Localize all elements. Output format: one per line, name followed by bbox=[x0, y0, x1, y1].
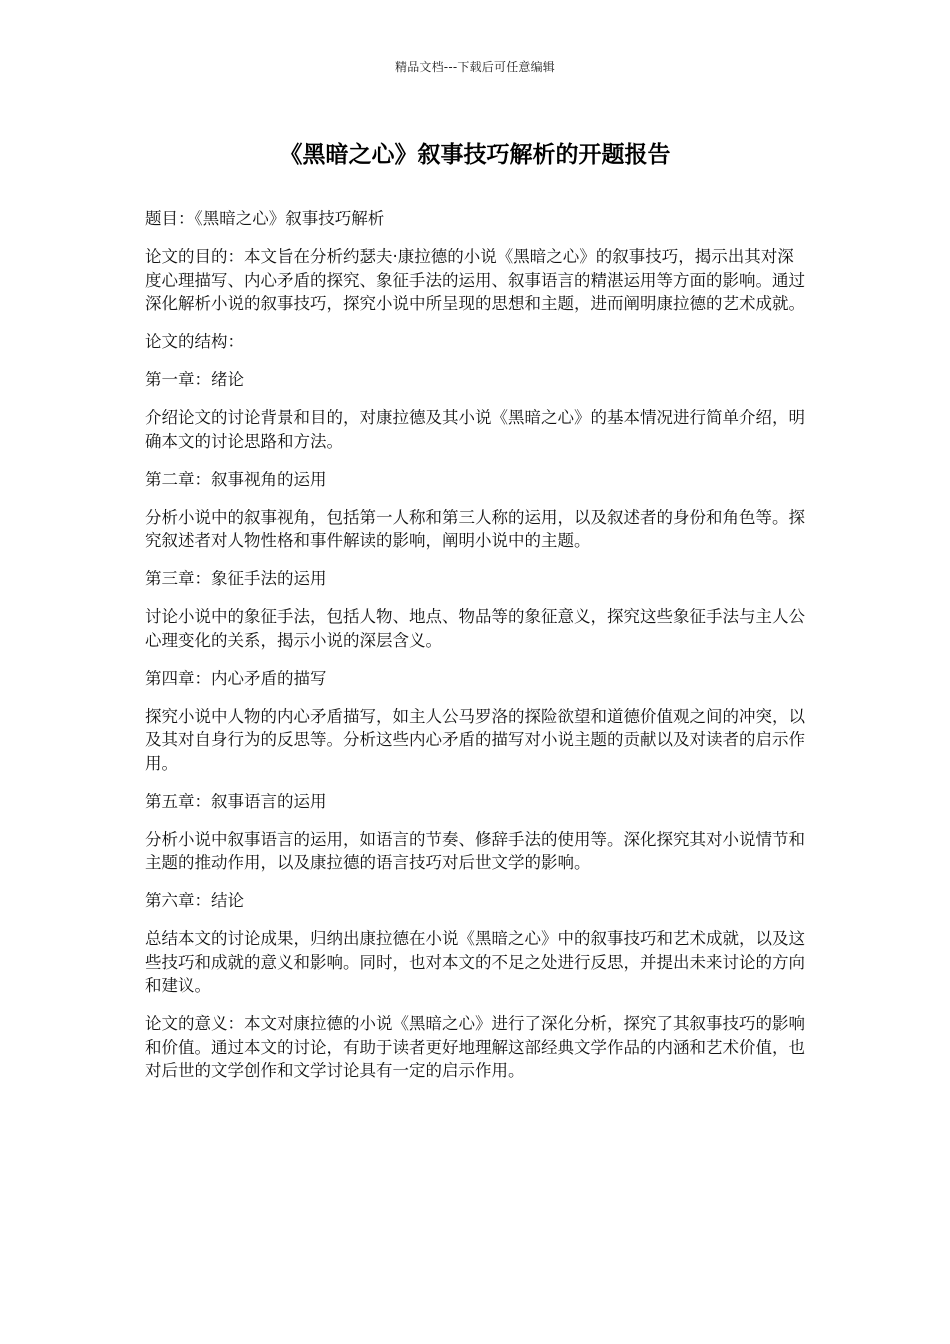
chapter-heading-6: 第六章：结论 bbox=[145, 891, 244, 910]
significance-paragraph: 论文的意义：本文对康拉德的小说《黑暗之心》进行了深化分析，探究了其叙事技巧的影响和价值。通过本文的讨论，有助于读者更好地理解这部经典文学作品的内涵和艺术价值，也对后世的文学创作和文学讨论具有一定的启示作用。 bbox=[145, 1014, 805, 1080]
chapter-body-2: 分析小说中的叙事视角，包括第一人称和第三人称的运用，以及叙述者的身份和角色等。探究叙述者对人物性格和事件解读的影响，阐明小说中的主题。 bbox=[145, 507, 805, 550]
chapter-body-4: 探究小说中人物的内心矛盾描写，如主人公马罗洛的探险欲望和道德价值观之间的冲突，以及其对自身行为的反思等。分析这些内心矛盾的描写对小说主题的贡献以及对读者的启示作用。 bbox=[145, 706, 805, 773]
chapter-heading-1: 第一章：绪论 bbox=[145, 370, 244, 389]
purpose-paragraph: 论文的目的：本文旨在分析约瑟夫·康拉德的小说《黑暗之心》的叙事技巧，揭示出其对深度心理描写、内心矛盾的探究、象征手法的运用、叙事语言的精湛运用等方面的影响。通过深化解析小说的叙事技巧，探究小说中所呈现的思想和主题，进而阐明康拉德的艺术成就。 bbox=[145, 247, 805, 313]
chapter-body-3: 讨论小说中的象征手法，包括人物、地点、物品等的象征意义，探究这些象征手法与主人公心理变化的关系，揭示小说的深层含义。 bbox=[145, 607, 805, 650]
structure-label: 论文的结构： bbox=[145, 332, 244, 351]
document-title: 《黑暗之心》叙事技巧解析的开题报告 bbox=[279, 142, 671, 168]
chapter-heading-2: 第二章：叙事视角的运用 bbox=[145, 469, 327, 489]
chapter-body-1: 介绍论文的讨论背景和目的，对康拉德及其小说《黑暗之心》的基本情况进行简单介绍，明确本文的讨论思路和方法。 bbox=[145, 408, 805, 451]
chapter-heading-4: 第四章：内心矛盾的描写 bbox=[145, 668, 327, 688]
document-body bbox=[145, 207, 805, 1097]
chapter-body-6: 总结本文的讨论成果，归纳出康拉德在小说《黑暗之心》中的叙事技巧和艺术成就，以及这些技巧和成就的意义和影响。同时，也对本文的不足之处进行反思，并提出未来讨论的方向和建议。 bbox=[145, 929, 805, 995]
chapter-body-5: 分析小说中叙事语言的运用，如语言的节奏、修辞手法的使用等。深化探究其对小说情节和主题的推动作用，以及康拉德的语言技巧对后世文学的影响。 bbox=[145, 829, 805, 872]
chapter-heading-5: 第五章：叙事语言的运用 bbox=[145, 791, 327, 811]
subject-line: 题目：《黑暗之心》叙事技巧解析 bbox=[145, 209, 385, 228]
page-header: 精品文档---下载后可任意编辑 bbox=[395, 60, 555, 74]
chapter-heading-3: 第三章：象征手法的运用 bbox=[145, 569, 327, 588]
